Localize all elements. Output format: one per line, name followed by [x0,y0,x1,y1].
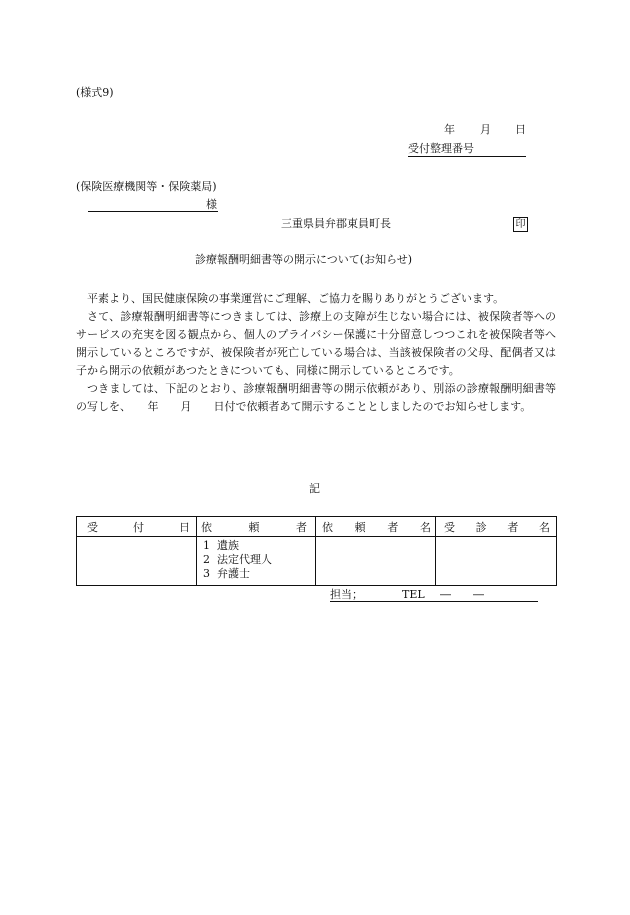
sender-name: 三重県員弁郡東員町長 [281,217,391,230]
cell-requester-name [316,537,436,586]
cell-patient-name [436,537,557,586]
addressee-name-underline [88,211,218,212]
form-number-label: (様式9) [76,86,114,99]
table-header-row [77,517,557,537]
header-receipt-date: 受 付 日 [77,517,197,537]
document-title: 診療報酬明細書等の開示について(お知らせ) [195,253,413,266]
body-paragraph-1: 平素より、国民健康保険の事業運営にご理解、ご協力を賜りありがとうございます。 [87,292,505,305]
list-item: 1 遺族 [203,539,239,552]
disclosure-table [76,516,557,586]
seal-stamp: 印 [513,217,528,232]
contact-tel-dashes: ― ― [440,588,484,601]
addressee-honorific: 様 [206,198,217,211]
ki-heading: 記 [309,482,320,495]
date-month-label: 月 [480,123,491,136]
requester-type-list [197,537,315,581]
contact-underline [330,601,538,602]
body-text [76,290,556,416]
list-item: 2 法定代理人 [203,553,272,566]
body-paragraph-2: さて、診療報酬明細書等につきましては、診療上の支障が生じない場合には、被保険者等へのサービスの充実を図る観点から、個人のプライバシー保護に十分留意しつつこれを被保険者等へ開示しているところですが、被保険者が死亡している場合は、当該被保険者の父母、配偶者又は子から開示の依頼があつたときについても、同様に開示しているところです。 [76,310,556,377]
date-day-label: 日 [515,123,526,136]
cell-requester [197,537,316,586]
body-paragraph-3: つきましては、下記のとおり、診療報酬明細書等の開示依頼があり、別添の診療報酬明細書等の写しを、 年 月 日付で依頼者あて開示することとしましたのでお知らせします。 [76,382,556,413]
list-item: 3 弁護士 [203,567,250,580]
contact-tel-label: TEL [402,588,425,601]
table-row [77,537,557,586]
receipt-number-underline [408,156,526,157]
addressee-org-label: (保険医療機関等・保険薬局) [76,180,217,193]
contact-person-label: 担当； [330,588,363,601]
sender-seal [513,217,528,232]
receipt-number-label: 受付整理番号 [408,142,474,155]
header-requester-name: 依 頼 者 名 [316,517,436,537]
cell-receipt-date [77,537,197,586]
date-year-label: 年 [444,123,455,136]
header-requester: 依 頼 者 [197,517,316,537]
header-patient-name: 受 診 者 名 [436,517,557,537]
